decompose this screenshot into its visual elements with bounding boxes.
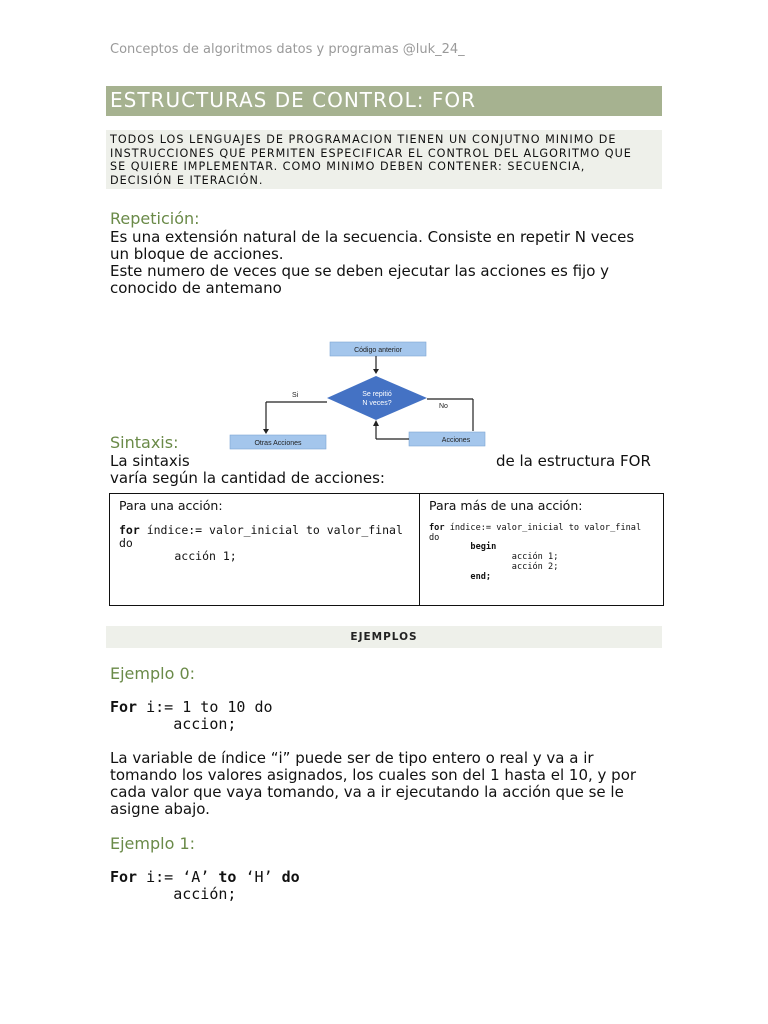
ejemplo0-code xyxy=(110,699,273,733)
intro-line: INSTRUCCIONES QUE PERMITEN ESPECIFICAR EL CONTROL DEL ALGORITMO QUE xyxy=(110,146,632,160)
code-keyword-for: for xyxy=(119,523,140,537)
flow-label-otras-acciones: Otras Acciones xyxy=(254,440,302,447)
code-keyword-for: for xyxy=(429,523,445,533)
code-keyword-begin: begin xyxy=(470,542,497,553)
flow-decision-line2: N veces? xyxy=(362,400,392,407)
repeticion-line: Este numero de veces que se deben ejecutar las acciones es fijo y xyxy=(110,262,610,280)
code-action: acción; xyxy=(110,885,237,903)
ejemplo1-code xyxy=(110,869,300,903)
code-action: accion; xyxy=(110,715,237,733)
ejemplo0-line: tomando los valores asignados, los cuales son del 1 hasta el 10, y por xyxy=(110,766,637,784)
ejemplo0-heading: Ejemplo 0: xyxy=(110,664,196,683)
sintaxis-line2: varía según la cantidad de acciones: xyxy=(110,469,385,487)
flow-arrowhead-yes xyxy=(263,429,269,434)
flow-no-label: No xyxy=(439,403,448,410)
code-action: acción 1; xyxy=(119,549,237,563)
code-text: i:= ‘A’ xyxy=(137,868,219,886)
code-keyword-to: to xyxy=(218,868,237,886)
ejemplo0-line: asigne abajo. xyxy=(110,800,210,818)
syntax-left-title: Para una acción: xyxy=(119,498,223,513)
sintaxis-line1-left: La sintaxis xyxy=(110,452,190,470)
code-action-1: acción 1; xyxy=(511,552,559,563)
flow-arrowhead-loop xyxy=(373,420,379,426)
ejemplo0-line: cada valor que vaya tomando, va a ir ejecutando la acción que se le xyxy=(110,783,624,801)
document-header: Conceptos de algoritmos datos y programas @luk_24_ xyxy=(110,42,465,57)
flow-arrowhead-down xyxy=(373,369,379,374)
intro-text xyxy=(110,133,658,187)
code-keyword-do: do xyxy=(281,868,300,886)
syntax-right-code xyxy=(429,524,641,582)
code-keyword-end: end; xyxy=(470,571,492,582)
code-action-2: acción 2; xyxy=(511,561,559,572)
flow-decision-diamond xyxy=(327,376,427,420)
ejemplo0-line: La variable de índice “i” puede ser de tipo entero o real y va a ir xyxy=(110,749,594,767)
code-text: índice:= valor_inicial to valor_final xyxy=(139,523,403,537)
syntax-left-code xyxy=(119,524,403,563)
intro-line: DECISIÓN E ITERACIÓN. xyxy=(110,173,264,187)
intro-line: SE QUIERE IMPLEMENTAR. COMO MINIMO DEBEN CONTENER: SECUENCIA, xyxy=(110,160,586,174)
repeticion-line: un bloque de acciones. xyxy=(110,245,284,263)
flow-label-codigo-anterior: Código anterior xyxy=(354,347,402,354)
code-do: do xyxy=(119,536,133,550)
repeticion-line: Es una extensión natural de la secuencia. Consiste en repetir N veces xyxy=(110,228,635,246)
repeticion-line: conocido de antemano xyxy=(110,279,282,297)
ejemplo0-text xyxy=(110,750,670,818)
ejemplo1-heading: Ejemplo 1: xyxy=(110,834,196,853)
sintaxis-heading: Sintaxis: xyxy=(110,433,179,452)
intro-line: TODOS LOS LENGUAJES DE PROGRAMACION TIENEN UN CONJUTNO MINIMO DE xyxy=(110,133,617,146)
repeticion-text xyxy=(110,229,670,297)
syntax-table-divider xyxy=(419,493,420,606)
code-text: índice:= valor_inicial to valor_final xyxy=(444,523,642,533)
code-text: i:= 1 to 10 do xyxy=(137,698,273,716)
flowchart-diagram xyxy=(228,338,488,450)
ejemplos-label: EJEMPLOS xyxy=(350,631,418,643)
code-text: ‘H’ xyxy=(236,868,282,886)
flow-decision-line1: Se repitió xyxy=(362,391,392,398)
code-do: do xyxy=(429,532,440,543)
page-title: ESTRUCTURAS DE CONTROL: FOR xyxy=(110,88,477,112)
syntax-right-title: Para más de una acción: xyxy=(429,498,583,513)
flow-yes-label: Si xyxy=(292,392,299,399)
flow-label-acciones: Acciones xyxy=(441,437,471,444)
code-keyword-for: For xyxy=(110,868,138,886)
code-keyword-for: For xyxy=(110,698,138,716)
repeticion-heading: Repetición: xyxy=(110,209,200,228)
sintaxis-line1-right: de la estructura FOR xyxy=(496,452,651,470)
